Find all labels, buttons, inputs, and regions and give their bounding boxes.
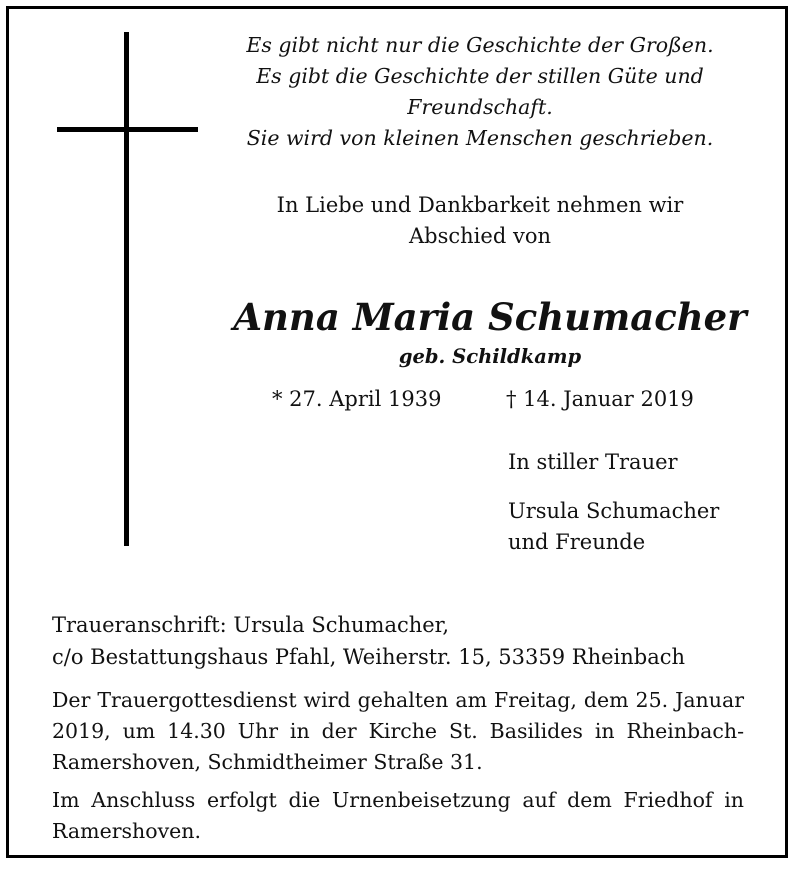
cross-icon-bar	[57, 127, 198, 132]
quote-line: Es gibt die Geschichte der stillen Güte und	[256, 64, 704, 88]
address-line: Traueranschrift: Ursula Schumacher,	[52, 613, 450, 637]
cross-icon	[124, 32, 129, 546]
intro-line: In Liebe und Dankbarkeit nehmen wir	[276, 193, 684, 217]
mourner: Ursula Schumacher	[508, 499, 720, 523]
memorial-quote	[220, 30, 740, 154]
mourning-address	[52, 609, 685, 673]
mourning-heading: In stiller Trauer	[508, 450, 678, 474]
burial-info: Im Anschluss erfolgt die Urnenbeisetzung auf dem Friedhof in Ramershoven.	[52, 788, 744, 843]
quote-line: Es gibt nicht nur die Geschichte der Großen.	[246, 33, 714, 57]
intro-line: Abschied von	[409, 224, 551, 248]
quote-line: Freundschaft.	[407, 95, 553, 119]
mourner: und Freunde	[508, 530, 646, 554]
farewell-intro	[220, 190, 740, 252]
address-line: c/o Bestattungshaus Pfahl, Weiherstr. 15, 53359 Rheinbach	[52, 645, 686, 669]
deceased-name: Anna Maria Schumacher	[233, 295, 747, 339]
maiden-name: geb. Schildkamp	[398, 345, 582, 368]
service-info: Der Trauergottesdienst wird gehalten am Freitag, dem 25. Januar 2019, um 14.30 Uhr in der Kirche St. Basilides in Rheinbach-Ramershoven, Schmidtheimer Straße 31.	[52, 688, 744, 774]
death-date: † 14. Januar 2019	[506, 387, 694, 411]
mourners-list	[508, 496, 719, 558]
quote-line: Sie wird von kleinen Menschen geschrieben.	[246, 126, 714, 150]
birth-date: * 27. April 1939	[272, 387, 442, 411]
